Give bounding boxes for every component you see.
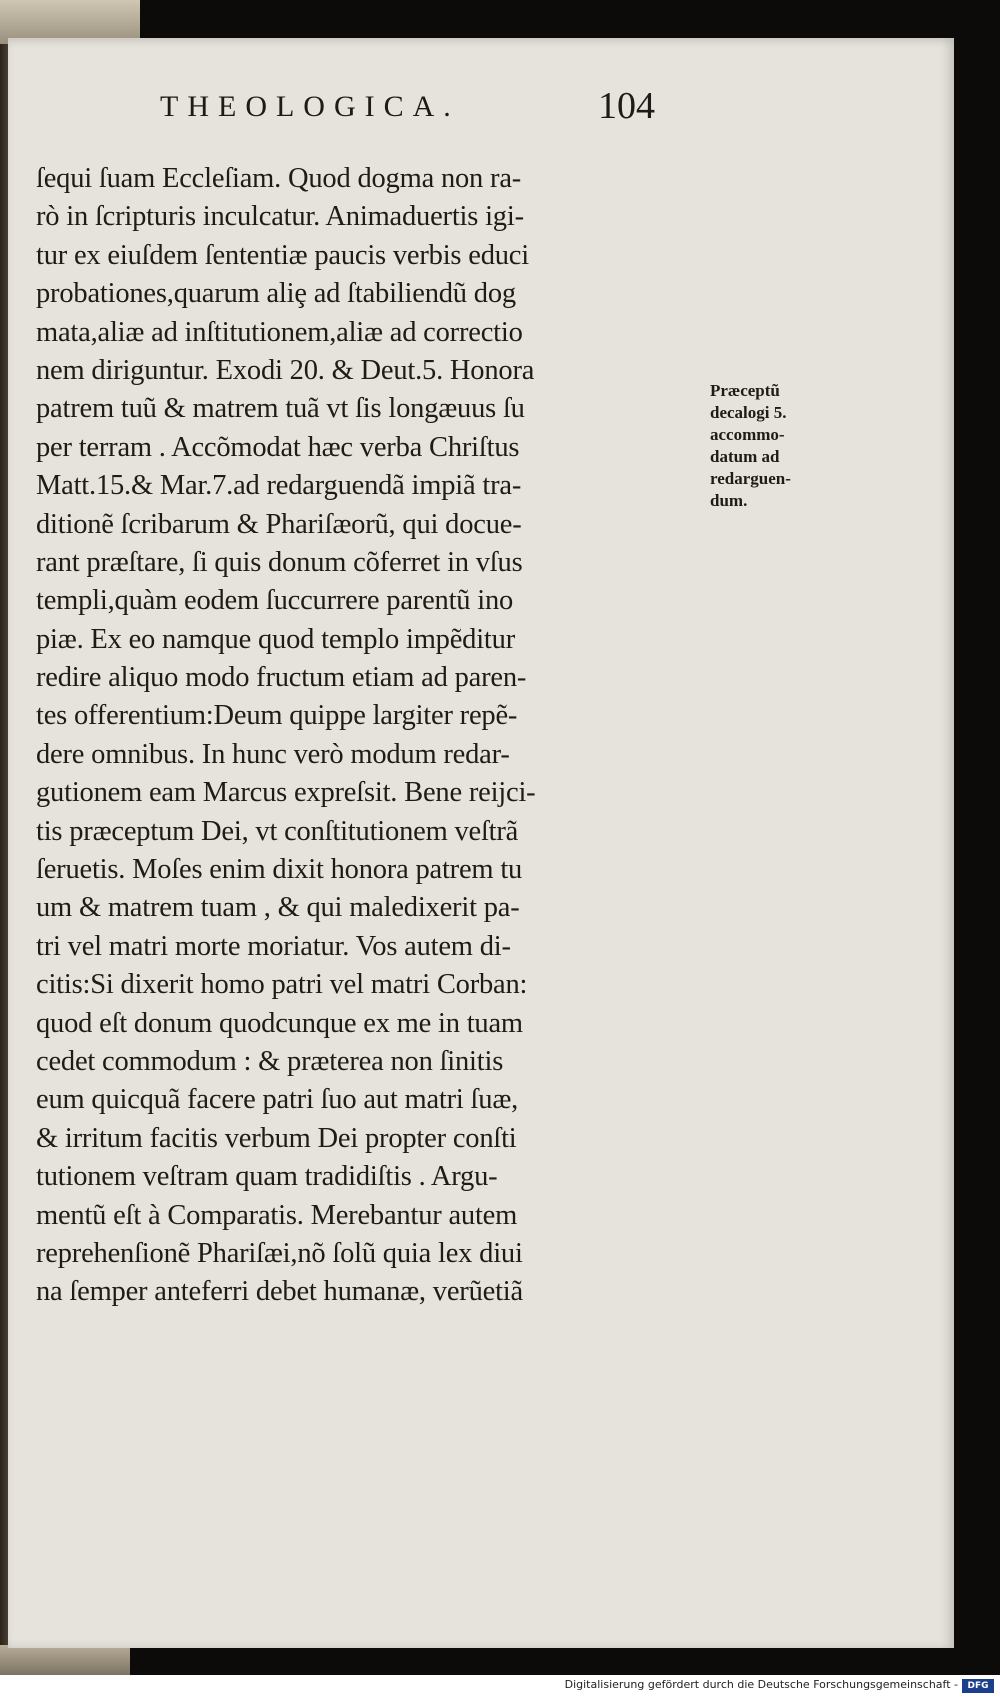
text-line: nem diriguntur. Exodi 20. & Deut.5. Honora bbox=[36, 354, 535, 386]
text-line: tes offerentium:Deum quippe largiter repẽ- bbox=[36, 700, 518, 732]
text-line: ſequi ſuam Eccleſiam. Quod dogma non ra- bbox=[36, 163, 522, 194]
marginal-note-line: decalogi 5. bbox=[710, 403, 787, 422]
funding-credit: Digitalisierung gefördert durch die Deutsche Forschungsgemeinschaft - bbox=[564, 1678, 958, 1691]
text-line: tis præceptum Dei, vt conſtitutionem veſtrã bbox=[36, 815, 519, 847]
text-line: reprehenſionẽ Phariſæi,nõ ſolũ quia lex diui bbox=[36, 1237, 523, 1269]
marginal-note-line: accommo- bbox=[710, 425, 785, 444]
marginal-note bbox=[710, 380, 850, 512]
text-line: rant præſtare, ſi quis donum cõferret in vſus bbox=[36, 546, 523, 578]
body-text bbox=[36, 160, 716, 1312]
text-line: Matt.15.& Mar.7.ad redarguendã impiã tra- bbox=[36, 470, 522, 502]
running-head bbox=[160, 84, 655, 144]
text-line: tri vel matri morte moriatur. Vos autem di- bbox=[36, 930, 511, 962]
text-line: tur ex eiuſdem ſententiæ paucis verbis educi bbox=[36, 239, 529, 271]
text-line: gutionem eam Marcus expreſsit. Bene reijci- bbox=[36, 777, 536, 809]
text-line: na ſemper anteferri debet humanæ, verũetiã bbox=[36, 1276, 523, 1308]
text-line: & irritum facitis verbum Dei propter conſti bbox=[36, 1122, 517, 1154]
footer-bar bbox=[0, 1675, 1000, 1697]
text-line: mentũ eſt à Comparatis. Merebantur autem bbox=[36, 1199, 518, 1231]
running-title: THEOLOGICA. bbox=[160, 90, 460, 123]
text-line: citis:Si dixerit homo patri vel matri Corban: bbox=[36, 969, 528, 1001]
text-line: ditionẽ ſcribarum & Phariſæorũ, qui docue- bbox=[36, 508, 522, 540]
text-line: patrem tuũ & matrem tuã vt ſis longæuus ſu bbox=[36, 393, 525, 425]
text-line: probationes,quarum aliȩ ad ſtabiliendũ dog bbox=[36, 278, 516, 310]
text-line: tutionem veſtram quam tradidiſtis . Argu- bbox=[36, 1161, 498, 1193]
marginal-note-line: Præceptũ bbox=[710, 381, 780, 400]
text-line: rò in ſcripturis inculcatur. Animaduertis igi- bbox=[36, 201, 524, 233]
text-line: piæ. Ex eo namque quod templo impẽditur bbox=[36, 623, 515, 655]
text-line: um & matrem tuam , & qui maledixerit pa- bbox=[36, 892, 520, 924]
text-line: ſeruetis. Moſes enim dixit honora patrem tu bbox=[36, 854, 523, 886]
text-line: quod eſt donum quodcunque ex me in tuam bbox=[36, 1007, 523, 1039]
page-number: 104 bbox=[598, 85, 655, 127]
text-line: templi,quàm eodem ſuccurrere parentũ ino bbox=[36, 585, 514, 617]
text-line: cedet commodum : & præterea non ſinitis bbox=[36, 1045, 504, 1077]
marginal-note-line: redarguen- bbox=[710, 469, 791, 488]
text-line: redire aliquo modo fructum etiam ad paren- bbox=[36, 662, 527, 694]
text-line: dere omnibus. In hunc verò modum redar- bbox=[36, 738, 510, 770]
text-line: eum quicquã facere patri ſuo aut matri ſuæ, bbox=[36, 1084, 519, 1116]
dfg-logo: DFG bbox=[962, 1679, 994, 1693]
text-line: per terram . Accõmodat hæc verba Chriſtus bbox=[36, 431, 520, 463]
marginal-note-line: dum. bbox=[710, 491, 748, 510]
marginal-note-line: datum ad bbox=[710, 447, 780, 466]
text-line: mata,aliæ ad inſtitutionem,aliæ ad correctio bbox=[36, 316, 523, 348]
book-cover-bottom bbox=[0, 1645, 130, 1675]
